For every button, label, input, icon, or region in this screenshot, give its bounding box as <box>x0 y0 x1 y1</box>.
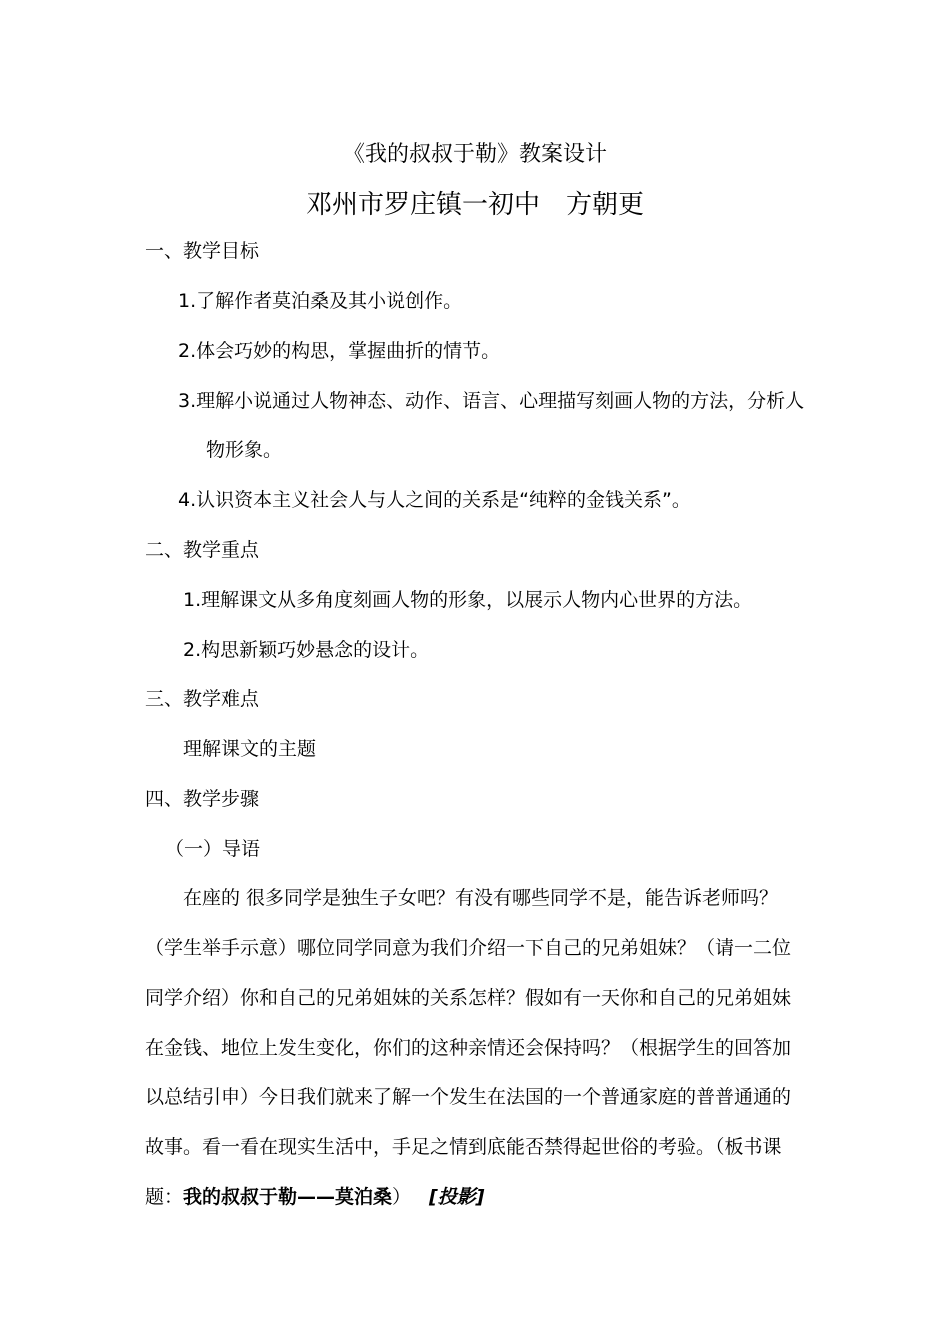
section-heading-difficulty: 三、教学难点 <box>145 688 260 710</box>
section-heading-steps: 四、教学步骤 <box>145 788 260 810</box>
list-item: 1.理解课文从多角度刻画人物的形象，以展示人物内心世界的方法。 <box>183 589 753 611</box>
section-text: 理解课文的主题 <box>183 738 317 760</box>
paragraph-line: 故事。看一看在现实生活中，手足之情到底能否禁得起世俗的考验。（板书课 <box>145 1136 782 1158</box>
list-item-continuation: 物形象。 <box>206 439 283 461</box>
paragraph-line: 在座的 很多同学是独生子女吧？有没有哪些同学不是，能告诉老师吗？ <box>183 887 779 909</box>
paragraph-line: （学生举手示意）哪位同学同意为我们介绍一下自己的兄弟姐妹？（请一二位 <box>145 937 792 959</box>
subsection-heading-intro: （一）导语 <box>165 838 261 860</box>
document-title: 《我的叔叔于勒》教案设计 <box>342 142 607 167</box>
section-heading-focus: 二、教学重点 <box>145 539 260 561</box>
lesson-title-prefix: 题： <box>145 1186 184 1208</box>
paragraph-last-line <box>145 1185 484 1209</box>
document-subtitle <box>0 184 950 221</box>
projection-tag: [投影] <box>429 1186 485 1208</box>
paragraph-line: 以总结引申）今日我们就来了解一个发生在法国的一个普通家庭的普普通通的 <box>145 1086 792 1108</box>
list-item: 3.理解小说通过人物神态、动作、语言、心理描写刻画人物的方法，分析人 <box>178 390 805 412</box>
list-item: 2.体会巧妙的构思，掌握曲折的情节。 <box>178 340 501 362</box>
lesson-title-close: ） <box>392 1186 412 1208</box>
list-item: 2.构思新颖巧妙悬念的设计。 <box>183 639 430 661</box>
list-item: 1.了解作者莫泊桑及其小说创作。 <box>178 290 463 312</box>
paragraph-line: 在金钱、地位上发生变化，你们的这种亲情还会保持吗？（根据学生的回答加 <box>145 1037 792 1059</box>
paragraph-line: 同学介绍）你和自己的兄弟姐妹的关系怎样？假如有一天你和自己的兄弟姐妹 <box>145 987 792 1009</box>
list-item: 4.认识资本主义社会人与人之间的关系是“纯粹的金钱关系”。 <box>178 489 691 511</box>
lesson-title: 我的叔叔于勒——莫泊桑 <box>183 1186 393 1208</box>
subtitle-author: 方朝更 <box>566 190 645 220</box>
subtitle-school: 邓州市罗庄镇一初中 <box>305 190 540 220</box>
section-heading-goals: 一、教学目标 <box>145 240 260 262</box>
